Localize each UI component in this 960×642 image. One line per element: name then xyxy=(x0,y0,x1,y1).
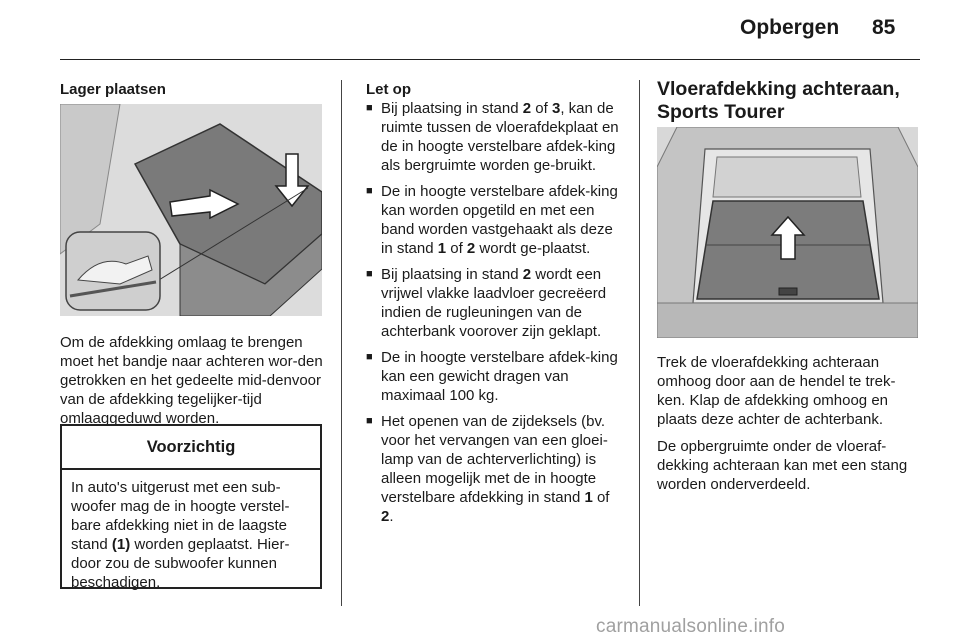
section-heading: Vloerafdekking achteraan, xyxy=(657,78,900,100)
caution-text xyxy=(62,470,320,592)
page-number: 85 xyxy=(872,16,896,39)
section-heading: Lager plaatsen xyxy=(60,81,166,98)
column-1 xyxy=(60,80,322,99)
caution-text-bold: (1) xyxy=(111,536,131,553)
list-item: ■ De in hoogte verstelbare afdek-king kan worden opgetild en met een band worden vastgehaakt als deze in stand 1 of 2 wordt ge-plaatst. xyxy=(366,182,626,258)
column-divider-1 xyxy=(341,80,342,606)
caution-text-part: In auto's uitgerust met een sub-woofer mag de in hoogte verstel-bare afdekking niet in de laagste stand xyxy=(71,479,290,553)
illustration-rear-floor-cover xyxy=(657,127,918,338)
page-title: Opbergen xyxy=(740,16,840,39)
column-2 xyxy=(366,80,626,533)
list-item: ■ Bij plaatsing in stand 2 wordt een vrijwel vlakke laadvloer gecreëerd indien de rugleuningen van de achterbank voorover zijn geklapt. xyxy=(366,265,626,341)
paragraph: Om de afdekking omlaag te brengen moet het bandje naar achteren wor-den getrokken en het gedeelte mid-denvoor van de afdekking tegelijker-tijd omlaaggeduwd worden. xyxy=(60,334,323,427)
column-3-text xyxy=(657,353,922,494)
section-heading-cont: Sports Tourer xyxy=(657,101,785,123)
load-cover-drawing xyxy=(60,104,322,316)
caution-title: Voorzichtig xyxy=(62,426,320,470)
list-item: ■ Bij plaatsing in stand 2 of 3, kan de ruimte tussen de vloerafdekplaat en de in hoogte verstelbare afdek-king als bergruimte worden ge-bruikt. xyxy=(366,99,626,175)
caution-box xyxy=(60,424,322,589)
body-text xyxy=(60,333,328,428)
column-3 xyxy=(657,78,920,124)
note-heading: Let op xyxy=(366,81,411,98)
note-list xyxy=(366,99,626,526)
list-item: ■ Het openen van de zijdeksels (bv. voor het vervangen van een gloei-lamp van de achterverlichting) is alleen mogelijk met de in hoogte verstelbare afdekking in stand 1 of 2. xyxy=(366,412,626,526)
header-rule xyxy=(60,59,920,60)
list-item: ■ De in hoogte verstelbare afdek-king kan een gewicht dragen van maximaal 100 kg. xyxy=(366,348,626,405)
illustration-load-cover-lowering xyxy=(60,104,322,316)
paragraph: Trek de vloerafdekking achteraan omhoog door aan de hendel te trek-ken. Klap de afdekking omhoog en plaats deze achter de achterbank. xyxy=(657,354,896,428)
column-divider-2 xyxy=(639,80,640,606)
caution-text-part: worden geplaatst. Hier-door zou de subwoofer kunnen beschadigen. xyxy=(71,536,290,591)
watermark: carmanualsonline.info xyxy=(596,616,786,637)
floor-cover-drawing xyxy=(657,127,918,338)
paragraph: De opbergruimte onder de vloeraf-dekking achteraan kan met een stang worden onderverdeeld. xyxy=(657,438,908,493)
